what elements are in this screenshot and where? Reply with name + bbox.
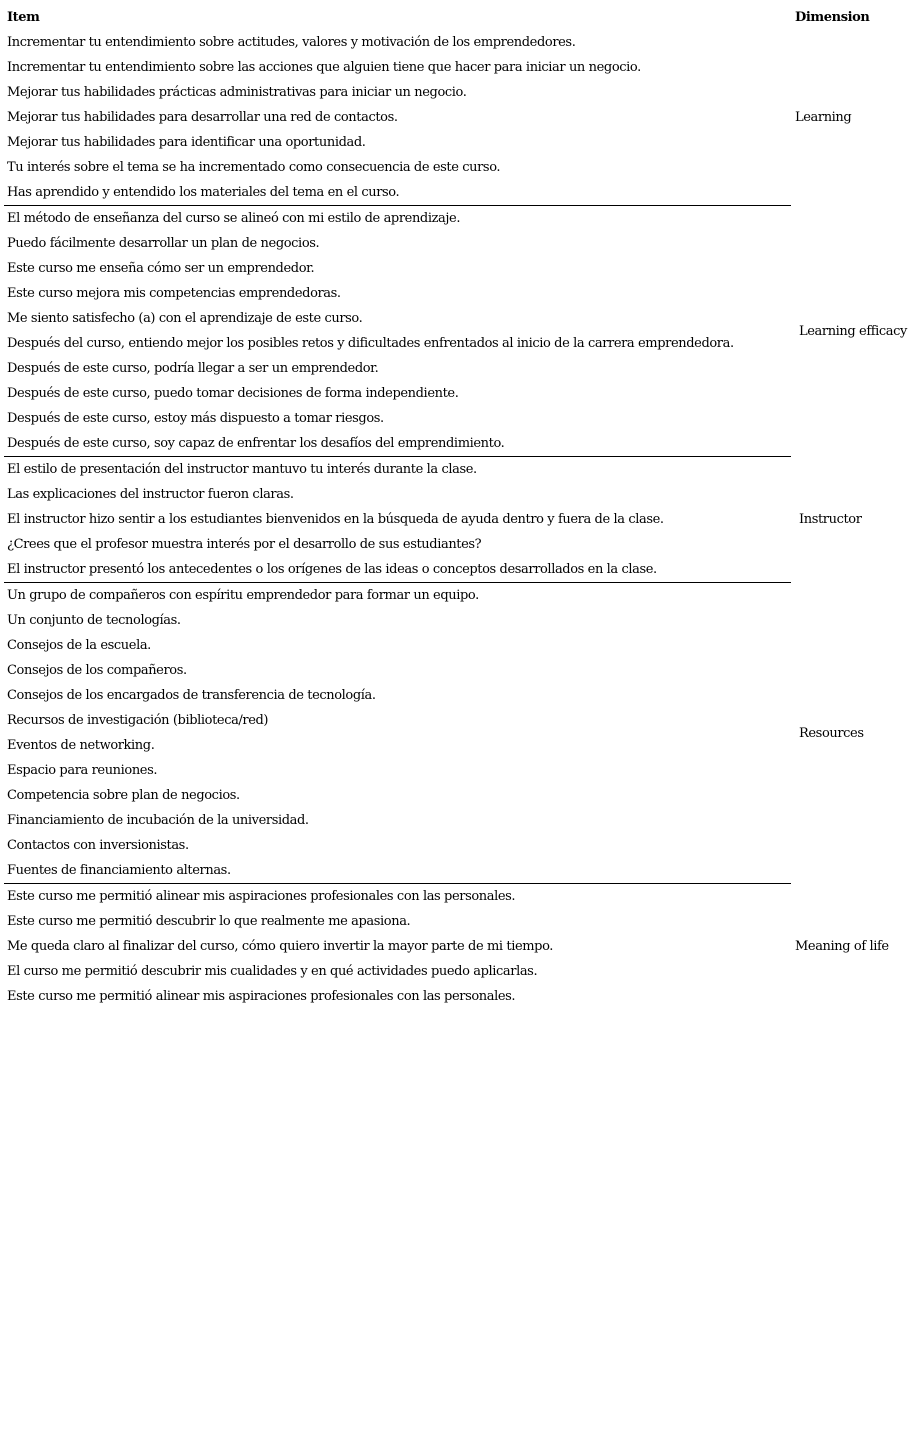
item-cell: Fuentes de financiamiento alternas. [4, 858, 791, 884]
table-row [4, 758, 921, 783]
table-row [4, 683, 921, 708]
item-cell: El instructor hizo sentir a los estudiantes bienvenidos en la búsqueda de ayuda dentro y fuera de la clase. [7, 512, 664, 527]
table-row [4, 331, 921, 356]
header-row [4, 5, 921, 30]
table-row [4, 507, 921, 532]
table-row [4, 858, 921, 884]
item-cell: Consejos de los encargados de transferencia de tecnología. [7, 688, 376, 703]
item-cell: El método de enseñanza del curso se alineó con mi estilo de aprendizaje. [7, 211, 461, 226]
item-cell: Contactos con inversionistas. [7, 838, 189, 853]
table-row [4, 934, 921, 959]
item-cell: El instructor presentó los antecedentes o los orígenes de las ideas o conceptos desarrollados en la clase. [4, 557, 791, 583]
table-row [4, 80, 921, 105]
dimension-cell: Instructor [799, 512, 862, 527]
table-row [4, 557, 921, 583]
item-cell: Un conjunto de tecnologías. [7, 613, 181, 628]
table-row [4, 884, 921, 910]
item-cell: Competencia sobre plan de negocios. [7, 788, 240, 803]
item-cell: Este curso me permitió alinear mis aspiraciones profesionales con las personales. [7, 889, 516, 904]
item-cell: Después de este curso, puedo tomar decisiones de forma independiente. [7, 386, 459, 401]
item-cell: Me siento satisfecho (a) con el aprendizaje de este curso. [7, 311, 363, 326]
item-cell: Este curso mejora mis competencias emprendedoras. [7, 286, 341, 301]
table-body [4, 30, 921, 1009]
item-cell: Las explicaciones del instructor fueron claras. [7, 487, 294, 502]
item-cell: Puedo fácilmente desarrollar un plan de negocios. [7, 236, 320, 251]
table-row [4, 130, 921, 155]
table-row [4, 206, 921, 232]
table-row [4, 155, 921, 180]
table-row [4, 583, 921, 609]
table-row [4, 532, 921, 557]
table-row [4, 381, 921, 406]
table-row [4, 356, 921, 381]
table-row [4, 431, 921, 457]
dimension-cell: Learning efficacy [799, 323, 907, 339]
table-header [4, 5, 921, 30]
item-cell: Espacio para reuniones. [7, 763, 158, 778]
table-row [4, 783, 921, 808]
table-row [4, 608, 921, 633]
dimension-cell: Learning [795, 110, 852, 126]
item-cell: Mejorar tus habilidades prácticas administrativas para iniciar un negocio. [7, 85, 467, 100]
item-cell: Incrementar tu entendimiento sobre las acciones que alguien tiene que hacer para iniciar un negocio. [7, 60, 641, 75]
dimension-column-header: Dimension [795, 10, 870, 25]
item-cell: Después de este curso, estoy más dispuesto a tomar riesgos. [7, 411, 384, 426]
table-row [4, 708, 921, 733]
table-row [4, 406, 921, 431]
table-row [4, 281, 921, 306]
item-cell: Después de este curso, soy capaz de enfrentar los desafíos del emprendimiento. [4, 431, 791, 457]
item-cell: Incrementar tu entendimiento sobre actitudes, valores y motivación de los emprendedores. [7, 35, 576, 50]
table-row [4, 984, 921, 1009]
item-cell: ¿Crees que el profesor muestra interés por el desarrollo de sus estudiantes? [7, 537, 482, 552]
item-cell: Mejorar tus habilidades para identificar una oportunidad. [7, 135, 366, 150]
dimension-cell: Resources [799, 725, 864, 741]
table-row [4, 909, 921, 934]
table-row [4, 833, 921, 858]
table-row [4, 808, 921, 833]
item-cell: Recursos de investigación (biblioteca/red) [7, 713, 269, 728]
item-cell: Después de este curso, podría llegar a ser un emprendedor. [7, 361, 379, 376]
table-row [4, 482, 921, 507]
table-row [4, 30, 921, 55]
table-row [4, 633, 921, 658]
item-cell: Tu interés sobre el tema se ha incrementado como consecuencia de este curso. [7, 160, 501, 175]
table-row [4, 306, 921, 331]
table-row [4, 256, 921, 281]
item-cell: Un grupo de compañeros con espíritu emprendedor para formar un equipo. [7, 588, 479, 603]
dimension-cell: Meaning of life [795, 938, 889, 954]
item-cell: El curso me permitió descubrir mis cualidades y en qué actividades puedo aplicarlas. [7, 964, 538, 979]
item-cell: Mejorar tus habilidades para desarrollar una red de contactos. [7, 110, 398, 125]
table-row [4, 55, 921, 80]
table-row [4, 105, 921, 130]
table-row [4, 231, 921, 256]
item-cell: Me queda claro al finalizar del curso, cómo quiero invertir la mayor parte de mi tiempo. [7, 939, 554, 954]
item-cell: Este curso me enseña cómo ser un emprendedor. [7, 261, 315, 276]
item-cell: Consejos de la escuela. [7, 638, 151, 653]
item-cell: Este curso me permitió alinear mis aspiraciones profesionales con las personales. [7, 989, 516, 1004]
table-row [4, 457, 921, 483]
item-column-header: Item [7, 10, 40, 25]
item-cell: Después del curso, entiendo mejor los posibles retos y dificultades enfrentados al inicio de la carrera emprendedora. [7, 336, 734, 351]
table-row [4, 959, 921, 984]
item-cell: Has aprendido y entendido los materiales del tema en el curso. [4, 180, 791, 206]
item-cell: Financiamiento de incubación de la universidad. [7, 813, 309, 828]
table-row [4, 733, 921, 758]
item-cell: Consejos de los compañeros. [7, 663, 187, 678]
table-row [4, 180, 921, 206]
item-cell: Este curso me permitió descubrir lo que realmente me apasiona. [7, 914, 411, 929]
survey-items-table [4, 5, 921, 1009]
table-row [4, 658, 921, 683]
item-cell: Eventos de networking. [7, 738, 155, 753]
item-cell: El estilo de presentación del instructor mantuvo tu interés durante la clase. [7, 462, 477, 477]
